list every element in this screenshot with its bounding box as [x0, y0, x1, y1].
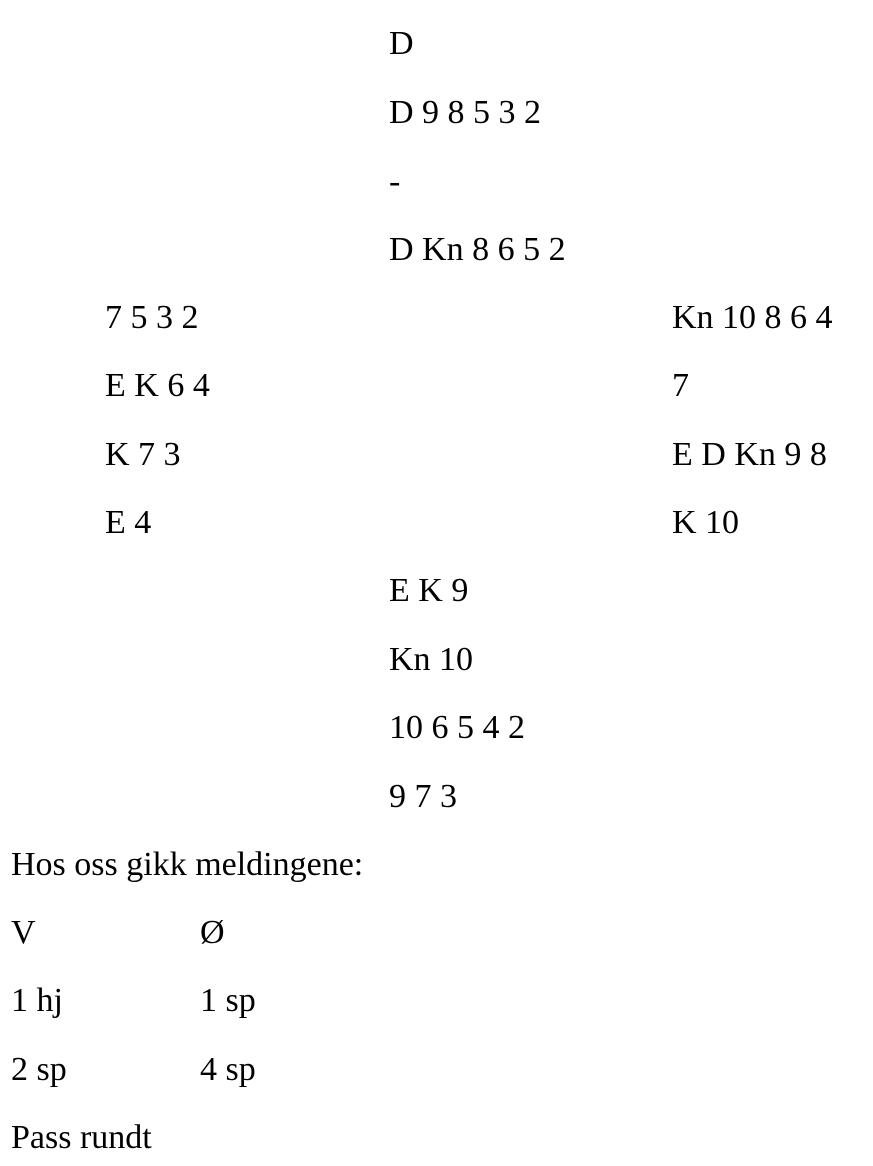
west-diamonds: K 7 3 [105, 436, 181, 473]
south-spades: E K 9 [389, 572, 469, 609]
bid-east: 1 sp [200, 982, 256, 1019]
bidding-final: Pass rundt [11, 1119, 152, 1156]
bidding-header-east: Ø [200, 914, 225, 951]
bid-west: 1 hj [11, 982, 63, 1019]
west-hearts: E K 6 4 [105, 367, 210, 404]
bid-east: 4 sp [200, 1051, 256, 1088]
north-spades: D [389, 25, 414, 62]
east-spades: Kn 10 8 6 4 [672, 299, 833, 336]
bidding-intro: Hos oss gikk meldingene: [11, 846, 364, 883]
north-clubs: D Kn 8 6 5 2 [389, 231, 566, 268]
east-clubs: K 10 [672, 504, 740, 541]
east-hearts: 7 [672, 367, 689, 404]
bidding-header-west: V [11, 914, 36, 951]
west-clubs: E 4 [105, 504, 152, 541]
north-diamonds: - [389, 163, 401, 200]
east-diamonds: E D Kn 9 8 [672, 436, 827, 473]
bid-west: 2 sp [11, 1051, 67, 1088]
south-diamonds: 10 6 5 4 2 [389, 709, 525, 746]
south-hearts: Kn 10 [389, 641, 474, 678]
north-hearts: D 9 8 5 3 2 [389, 94, 542, 131]
south-clubs: 9 7 3 [389, 778, 457, 815]
west-spades: 7 5 3 2 [105, 299, 199, 336]
